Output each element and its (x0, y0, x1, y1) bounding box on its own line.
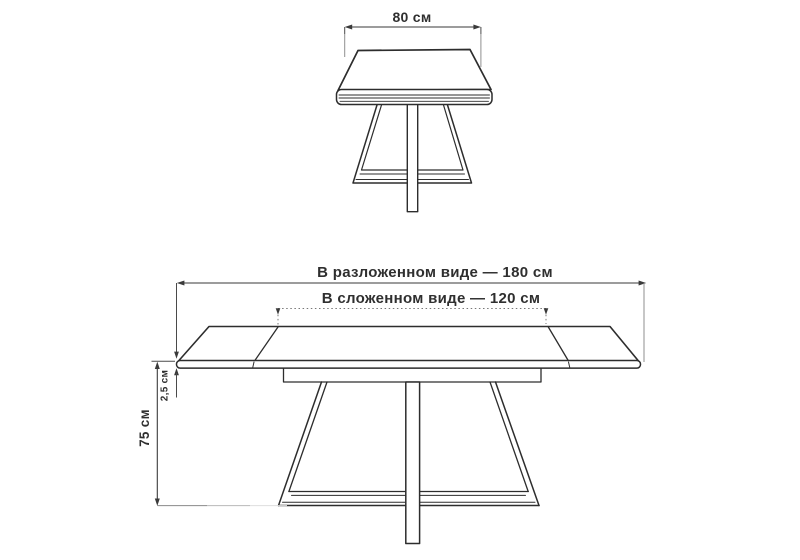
top-view (337, 9, 493, 212)
side-view-center-post (406, 382, 420, 544)
thickness-dimension (160, 368, 179, 401)
extended-width-label: В разложенном виде — 180 см (317, 264, 553, 281)
folded-width-dimension (276, 290, 549, 326)
side-view-legs (279, 382, 540, 544)
top-view-center-post (407, 103, 417, 212)
arrow-right-icon (639, 281, 647, 286)
arrow-left-icon (177, 281, 185, 286)
top-view-legs (353, 103, 472, 212)
folded-width-label: В сложенном виде — 120 см (321, 290, 541, 307)
arrow-right-icon (473, 25, 481, 30)
tabletop-edge-band (177, 361, 641, 369)
height-label: 75 см (137, 409, 152, 447)
arrow-left-icon (345, 25, 353, 30)
top-width-label: 80 см (392, 9, 432, 25)
thickness-label: 2,5 см (159, 369, 171, 402)
side-view-tabletop (177, 327, 641, 369)
top-view-tabletop (337, 50, 493, 105)
side-view (137, 264, 646, 544)
